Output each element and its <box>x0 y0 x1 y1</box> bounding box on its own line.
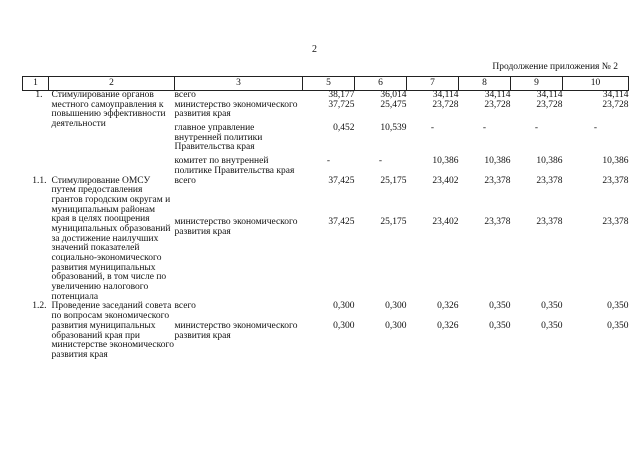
value-cell: 34,114 <box>536 90 563 100</box>
value-cell: 0,350 <box>541 320 563 331</box>
value-cell: 34,114 <box>484 90 511 100</box>
section-number: 1.2. <box>32 301 47 312</box>
appendix-continuation-label: Продолжение приложения № 2 <box>492 62 618 72</box>
value-cell: 23,378 <box>484 217 511 228</box>
value-cell: - <box>326 156 331 167</box>
row-label: всего <box>174 301 196 312</box>
value-cell: 0,350 <box>489 320 511 331</box>
value-cell: 36,014 <box>380 90 407 100</box>
value-cell: 0,300 <box>333 301 355 312</box>
row-label: главное управление внутренней политики Правительства края <box>174 123 263 153</box>
value-cell: 10,386 <box>484 156 511 167</box>
column-header: 8 <box>459 77 511 91</box>
value-cell: 10,386 <box>536 156 563 167</box>
column-header: 1 <box>23 77 49 91</box>
value-cell: 23,728 <box>602 99 629 110</box>
value-cell: 0,452 <box>333 123 355 134</box>
value-cell: 23,728 <box>536 99 563 110</box>
value-cell: 0,300 <box>385 301 407 312</box>
section-1-1 <box>23 177 629 303</box>
value-cell: 10,386 <box>432 156 459 167</box>
column-header: 6 <box>355 77 407 91</box>
section-number: 1.1. <box>32 175 47 186</box>
table-row <box>23 177 629 219</box>
value-cell: 0,350 <box>607 320 629 331</box>
value-cell: 0,326 <box>437 320 459 331</box>
row-label: всего <box>174 175 196 186</box>
value-cell: 0,350 <box>541 301 563 312</box>
value-cell: 0,326 <box>437 301 459 312</box>
column-number-row <box>23 77 629 91</box>
section-title: Проведение заседаний совета по вопросам экономического развития муниципальных образований края при министерстве экономического развития края <box>51 301 174 360</box>
row-label: министерство экономического развития края <box>174 99 298 120</box>
table-row <box>23 302 629 321</box>
value-cell: 23,728 <box>432 99 459 110</box>
value-cell: 23,402 <box>432 175 459 186</box>
section-number: 1. <box>35 90 43 100</box>
value-cell: 37,725 <box>328 99 355 110</box>
value-cell: 23,728 <box>484 99 511 110</box>
value-cell: 10,386 <box>602 156 629 167</box>
value-cell: 10,539 <box>380 123 407 134</box>
value-cell: 34,114 <box>602 90 629 100</box>
column-header: 10 <box>563 77 629 91</box>
section-title: Стимулирование ОМСУ путем предоставления грантов городским округам и муниципальным районам края в целях поощрения муниципальных образований за достижение наилучших значений показателей социально-экономического развития муниципальных образований, в том числе по увеличению налогового потенциала <box>51 175 171 302</box>
section-title: Стимулирование органов местного самоуправления к повышению эффективности деятельности <box>51 90 166 130</box>
value-cell: 25,175 <box>380 217 407 228</box>
value-cell: 37,425 <box>328 217 355 228</box>
value-cell: - <box>593 123 598 134</box>
value-cell: 23,378 <box>536 175 563 186</box>
row-label: комитет по внутренней политике Правительства края <box>174 156 295 176</box>
value-cell: 34,114 <box>432 90 459 100</box>
row-label: министерство экономического развития края <box>174 320 298 341</box>
row-label: министерство экономического развития края <box>174 217 298 238</box>
column-header: 3 <box>175 77 303 91</box>
value-cell: - <box>534 123 539 134</box>
value-cell: 25,175 <box>380 175 407 186</box>
page-number: 2 <box>312 44 317 55</box>
column-header: 9 <box>511 77 563 91</box>
column-header: 2 <box>49 77 175 91</box>
value-cell: 0,300 <box>385 320 407 331</box>
column-header: 7 <box>407 77 459 91</box>
column-header: 5 <box>303 77 355 91</box>
section-1 <box>23 91 629 177</box>
value-cell: 38,177 <box>328 90 355 100</box>
value-cell: - <box>378 156 383 167</box>
value-cell: 37,425 <box>328 175 355 186</box>
row-label: всего <box>174 90 196 100</box>
value-cell: 0,300 <box>333 320 355 331</box>
program-funding-table <box>22 76 629 361</box>
value-cell: - <box>430 123 435 134</box>
value-cell: 23,378 <box>536 217 563 228</box>
value-cell: 23,378 <box>484 175 511 186</box>
value-cell: 0,350 <box>607 301 629 312</box>
value-cell: 23,378 <box>602 217 629 228</box>
value-cell: - <box>482 123 487 134</box>
value-cell: 25,475 <box>380 99 407 110</box>
section-1-2 <box>23 302 629 360</box>
value-cell: 23,402 <box>432 217 459 228</box>
value-cell: 23,378 <box>602 175 629 186</box>
value-cell: 0,350 <box>489 301 511 312</box>
